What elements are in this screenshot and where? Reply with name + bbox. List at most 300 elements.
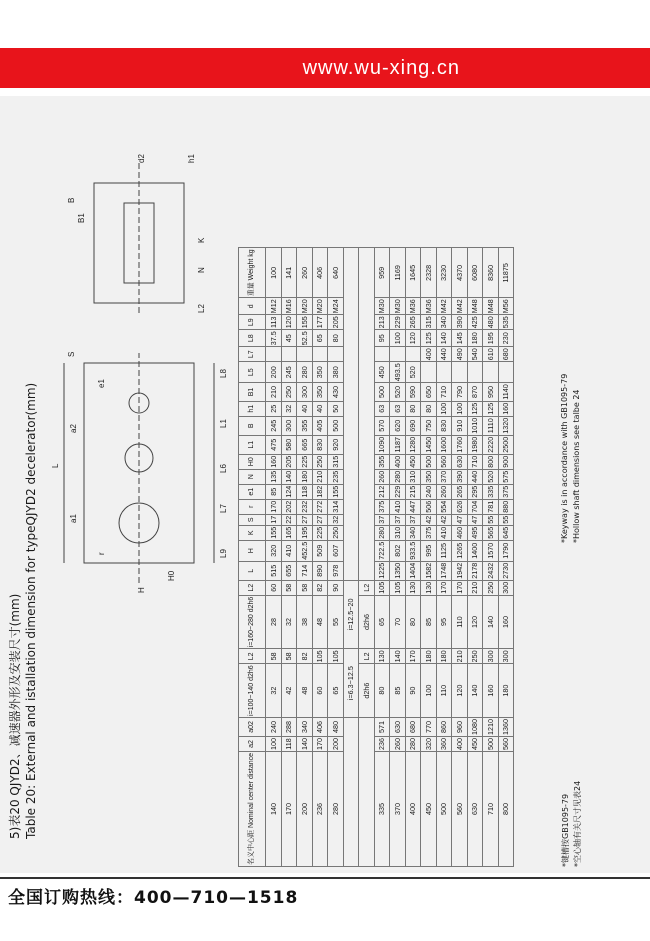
table-cell: 47: [467, 514, 483, 525]
footnote-keyway-en: *Keyway is in accordance with GB1095-79: [560, 373, 569, 543]
table-cell: 781: [483, 499, 499, 514]
dim-label: K: [197, 237, 206, 243]
table-row: [390, 248, 406, 867]
table-cell: 200: [266, 362, 282, 383]
dim-label: r: [97, 552, 106, 555]
table-cell: e1: [239, 484, 266, 499]
table-cell: 180: [421, 649, 437, 664]
table-cell: 80: [374, 664, 390, 718]
table-cell: 130: [374, 649, 390, 664]
order-hotline-bar: [0, 877, 650, 909]
table-cell: 535: [498, 315, 514, 330]
table-cell: L1: [239, 435, 266, 454]
table-cell: 1645: [405, 248, 421, 298]
table-cell: [297, 347, 313, 362]
table-cell: 300: [498, 580, 514, 595]
table-cell: 55: [328, 595, 344, 649]
table-cell: 155: [328, 484, 344, 499]
table-cell: M30: [390, 298, 406, 315]
table-cell: 170: [266, 499, 282, 514]
table-cell: 6080: [467, 248, 483, 298]
table-cell: 452.5: [297, 540, 313, 561]
table-cell: 460: [452, 525, 468, 540]
table-cell: 2730: [498, 561, 514, 580]
table-cell: 8360: [483, 248, 499, 298]
table-cell: 425: [467, 315, 483, 330]
table-cell: [343, 248, 359, 580]
table-cell: 177: [312, 315, 328, 330]
table-row: [312, 248, 328, 867]
table-cell: M12: [266, 298, 282, 315]
table-cell: 355: [297, 416, 313, 435]
table-cell: 120: [452, 664, 468, 718]
table-cell: 32: [328, 514, 344, 525]
table-cell: 124: [281, 484, 297, 499]
table-cell: 680: [498, 347, 514, 362]
table-cell: 52.5: [297, 330, 313, 347]
table-cell: M48: [467, 298, 483, 315]
dim-label: L1: [219, 419, 228, 428]
table-cell: 63: [374, 401, 390, 416]
table-cell: 170: [405, 649, 421, 664]
table-cell: 390: [452, 469, 468, 484]
table-cell: 520: [483, 469, 499, 484]
table-cell: 870: [467, 383, 483, 401]
table-cell: 950: [483, 383, 499, 401]
dim-label: L6: [219, 464, 228, 473]
table-cell: 495: [467, 525, 483, 540]
table-cell: 80: [421, 401, 437, 416]
website-url[interactable]: www.wu-xing.cn: [302, 56, 460, 79]
table-row: [467, 248, 483, 867]
table-cell: 105: [312, 649, 328, 664]
table-cell: 375: [374, 499, 390, 514]
table-cell: 70: [390, 595, 406, 649]
table-cell: 210: [266, 383, 282, 401]
table-cell: 280: [374, 525, 390, 540]
table-cell: 182: [312, 484, 328, 499]
table-cell: 22: [281, 514, 297, 525]
table-cell: L2: [239, 580, 266, 595]
table-cell: M36: [405, 298, 421, 315]
table-cell: H0: [239, 454, 266, 469]
table-cell: d2h6: [359, 664, 375, 718]
table-cell: 47: [452, 514, 468, 525]
table-cell: 210: [467, 580, 483, 595]
table-cell: 25: [266, 401, 282, 416]
table-cell: 280: [328, 751, 344, 866]
table-cell: 205: [281, 454, 297, 469]
table-cell: [421, 362, 437, 383]
table-cell: 340: [436, 315, 452, 330]
table-cell: 100: [452, 401, 468, 416]
table-cell: 37: [374, 514, 390, 525]
table-cell: 170: [452, 580, 468, 595]
table-cell: 265: [405, 315, 421, 330]
table-cell: 500: [421, 454, 437, 469]
table-cell: 280: [297, 362, 313, 383]
table-cell: [359, 717, 375, 866]
table-cell: 210: [452, 649, 468, 664]
table-cell: 100: [266, 736, 282, 751]
table-cell: 170: [436, 580, 452, 595]
table-cell: [312, 347, 328, 362]
table-cell: 125: [421, 330, 437, 347]
table-cell: 250: [328, 525, 344, 540]
table-cell: H: [239, 540, 266, 561]
table-cell: 690: [405, 416, 421, 435]
table-cell: L7: [239, 347, 266, 362]
table-cell: 375: [498, 484, 514, 499]
table-cell: 515: [266, 561, 282, 580]
table-cell: 32: [281, 401, 297, 416]
table-cell: 560: [452, 751, 468, 866]
table-cell: 232: [297, 499, 313, 514]
table-cell: 260: [436, 484, 452, 499]
rotated-content: [0, 96, 650, 873]
footnote-keyway-cn: *键槽按GB1095-79: [561, 793, 570, 867]
table-cell: 3230: [436, 248, 452, 298]
table-cell: 830: [312, 435, 328, 454]
table-cell: 95: [436, 595, 452, 649]
dim-label: N: [197, 267, 206, 273]
table-cell: 245: [266, 416, 282, 435]
table-cell: 80: [328, 330, 344, 347]
table-cell: 640: [328, 248, 344, 298]
table-title-cn: 5)表20 QJYD2、减速器外形及安装尺寸(mm): [8, 593, 22, 839]
table-cell: 300: [498, 649, 514, 664]
table-cell: 105: [374, 580, 390, 595]
table-cell: 236: [312, 751, 328, 866]
table-header-row: [239, 248, 266, 867]
dim-label: S: [67, 351, 76, 357]
table-cell: M36: [421, 298, 437, 315]
table-cell: 920: [328, 435, 344, 454]
table-cell: 65: [328, 664, 344, 718]
table-cell: 180: [297, 469, 313, 484]
table-cell: 1320: [498, 416, 514, 435]
table-cell: [483, 362, 499, 383]
table-cell: 440: [467, 469, 483, 484]
table-cell: 1360: [498, 717, 514, 736]
table-cell: 160: [266, 454, 282, 469]
table-cell: 880: [498, 499, 514, 514]
table-cell: 38: [297, 595, 313, 649]
table-cell: 722.5: [374, 540, 390, 561]
table-cell: [467, 362, 483, 383]
table-cell: 65: [312, 330, 328, 347]
table-cell: 1942: [452, 561, 468, 580]
table-cell: 1748: [436, 561, 452, 580]
table-cell: 450: [467, 736, 483, 751]
dimension-table: [238, 247, 514, 867]
table-cell: 1450: [421, 435, 437, 454]
table-cell: 630: [467, 751, 483, 866]
table-cell: 180: [467, 330, 483, 347]
dim-label: a1: [69, 514, 78, 523]
table-cell: 430: [328, 383, 344, 401]
table-cell: 1582: [421, 561, 437, 580]
table-cell: 710: [436, 383, 452, 401]
table-cell: 400: [390, 454, 406, 469]
table-cell: M20: [312, 298, 328, 315]
table-cell: [436, 362, 452, 383]
table-cell: 4370: [452, 248, 468, 298]
table-cell: 225: [297, 454, 313, 469]
table-cell: 135: [266, 469, 282, 484]
table-cell: L: [239, 561, 266, 580]
dim-label: L8: [219, 369, 228, 378]
table-cell: 575: [498, 469, 514, 484]
table-cell: M56: [498, 298, 514, 315]
table-cell: i=100~140 d2h6: [239, 664, 266, 718]
dim-label: H: [137, 587, 146, 593]
table-cell: [390, 347, 406, 362]
table-cell: 400: [421, 347, 437, 362]
table-cell: 900: [498, 454, 514, 469]
table-cell: 65: [374, 595, 390, 649]
table-cell: 230: [498, 330, 514, 347]
footnote-hollow-cn: *空心轴有关尺寸见表24: [573, 780, 582, 867]
table-cell: 650: [421, 383, 437, 401]
table-cell: 240: [266, 717, 282, 736]
table-cell: 450: [405, 454, 421, 469]
table-cell: 1210: [483, 717, 499, 736]
table-cell: 40: [312, 401, 328, 416]
table-cell: 1110: [483, 416, 499, 435]
table-cell: 63: [390, 401, 406, 416]
table-row: [452, 248, 468, 867]
table-cell: 450: [374, 362, 390, 383]
table-cell: 1600: [436, 435, 452, 454]
table-cell: M30: [374, 298, 390, 315]
dim-label: H0: [167, 570, 176, 581]
table-cell: a2: [239, 736, 266, 751]
table-cell: L8: [239, 330, 266, 347]
table-cell: L2: [239, 649, 266, 664]
table-cell: 260: [374, 469, 390, 484]
table-cell: 260: [297, 248, 313, 298]
dim-label: e1: [97, 379, 106, 388]
table-row: [498, 248, 514, 867]
table-cell: 350: [421, 469, 437, 484]
table-cell: M24: [328, 298, 344, 315]
table-cell: 170: [281, 751, 297, 866]
table-cell: 1404: [405, 561, 421, 580]
table-cell: 210: [312, 469, 328, 484]
table-cell: 45: [281, 330, 297, 347]
table-cell: M42: [436, 298, 452, 315]
table-cell: 500: [436, 751, 452, 866]
table-cell: 554: [436, 499, 452, 514]
table-cell: 1125: [436, 540, 452, 561]
table-cell: 37: [390, 514, 406, 525]
table-cell: 60: [312, 664, 328, 718]
table-cell: 272: [312, 499, 328, 514]
table-cell: 236: [374, 736, 390, 751]
table-cell: 509: [312, 540, 328, 561]
table-cell: B1: [239, 383, 266, 401]
table-cell: 85: [421, 595, 437, 649]
table-cell: 58: [281, 649, 297, 664]
table-cell: 607: [328, 540, 344, 561]
table-cell: 95: [374, 330, 390, 347]
table-cell: 140: [390, 649, 406, 664]
scanned-catalog-page: [0, 96, 650, 873]
table-cell: 55: [483, 514, 499, 525]
table-cell: 410: [436, 525, 452, 540]
table-cell: 380: [328, 362, 344, 383]
table-cell: N: [239, 469, 266, 484]
table-cell: 58: [297, 580, 313, 595]
table-row: [328, 248, 344, 867]
table-cell: 1570: [483, 540, 499, 561]
table-cell: 85: [266, 484, 282, 499]
dim-label: B: [67, 197, 76, 203]
table-cell: 202: [281, 499, 297, 514]
table-cell: 320: [266, 540, 282, 561]
dim-label: L9: [219, 549, 228, 558]
table-cell: 355: [374, 454, 390, 469]
table-cell: L2: [359, 580, 375, 595]
table-cell: 493.5: [390, 362, 406, 383]
table-cell: 27: [312, 514, 328, 525]
table-cell: 500: [328, 416, 344, 435]
table-subcols-row: [359, 248, 375, 867]
table-cell: 610: [483, 347, 499, 362]
table-cell: 480: [328, 717, 344, 736]
table-cell: 405: [312, 416, 328, 435]
table-cell: 1760: [452, 435, 468, 454]
table-cell: 310: [390, 525, 406, 540]
table-cell: d: [239, 298, 266, 315]
table-cell: 17: [266, 514, 282, 525]
table-cell: 32: [266, 664, 282, 718]
table-cell: 280: [390, 469, 406, 484]
table-cell: 212: [374, 484, 390, 499]
table-cell: d2h6: [359, 595, 375, 649]
top-banner: [0, 48, 650, 88]
table-cell: 790: [452, 383, 468, 401]
table-cell: 2500: [498, 435, 514, 454]
table-cell: 100: [436, 401, 452, 416]
table-cell: 170: [312, 736, 328, 751]
table-cell: 280: [405, 736, 421, 751]
order-hotline: 全国订购热线：400—710—1518: [8, 888, 299, 908]
table-cell: 1225: [374, 561, 390, 580]
table-cell: 1980: [467, 435, 483, 454]
table-cell: 118: [281, 736, 297, 751]
table-cell: 300: [281, 416, 297, 435]
table-cell: 565: [483, 525, 499, 540]
table-cell: M48: [483, 298, 499, 315]
table-row: [374, 248, 390, 867]
table-cell: B: [239, 416, 266, 435]
table-cell: i=12.5~20: [343, 580, 359, 649]
table-cell: 155: [297, 315, 313, 330]
table-cell: 960: [452, 717, 468, 736]
table-cell: 320: [421, 736, 437, 751]
table-cell: [498, 362, 514, 383]
table-cell: 340: [297, 717, 313, 736]
table-cell: 390: [452, 315, 468, 330]
table-cell: 440: [436, 347, 452, 362]
table-cell: 310: [405, 469, 421, 484]
table-cell: 830: [436, 416, 452, 435]
table-cell: 680: [405, 717, 421, 736]
table-cell: 475: [266, 435, 282, 454]
table-cell: 770: [421, 717, 437, 736]
table-cell: 245: [281, 362, 297, 383]
table-cell: 120: [405, 330, 421, 347]
table-cell: [359, 248, 375, 580]
table-cell: 350: [312, 362, 328, 383]
table-cell: 450: [421, 751, 437, 866]
table-cell: [452, 362, 468, 383]
table-cell: 82: [297, 649, 313, 664]
table-cell: 180: [436, 649, 452, 664]
table-cell: 37.5: [266, 330, 282, 347]
table-cell: 645: [498, 525, 514, 540]
table-cell: 860: [436, 717, 452, 736]
table-cell: 400: [405, 751, 421, 866]
table-cell: 300: [297, 383, 313, 401]
table-cell: 1140: [498, 383, 514, 401]
table-cell: 55: [498, 514, 514, 525]
dim-label: L2: [197, 304, 206, 313]
table-cell: 60: [266, 580, 282, 595]
dim-label: L7: [219, 504, 228, 513]
table-cell: 704: [467, 499, 483, 514]
table-cell: 350: [312, 383, 328, 401]
table-cell: 120: [281, 315, 297, 330]
table-cell: 1400: [467, 540, 483, 561]
table-cell: 80: [405, 595, 421, 649]
table-cell: 1090: [374, 435, 390, 454]
table-row: [281, 248, 297, 867]
table-cell: 250: [281, 383, 297, 401]
table-cell: 802: [390, 540, 406, 561]
intermediate-shaft-circle: [125, 444, 153, 472]
table-cell: 42: [281, 664, 297, 718]
table-cell: 113: [266, 315, 282, 330]
table-cell: 85: [390, 664, 406, 718]
table-cell: M16: [281, 298, 297, 315]
table-cell: 370: [390, 751, 406, 866]
table-cell: 571: [374, 717, 390, 736]
table-cell: 145: [452, 330, 468, 347]
table-cell: [374, 347, 390, 362]
table-cell: r: [239, 499, 266, 514]
table-cell: 40: [297, 401, 313, 416]
table-cell: 140: [297, 736, 313, 751]
table-cell: 540: [467, 347, 483, 362]
table-cell: 340: [405, 525, 421, 540]
table-cell: 978: [328, 561, 344, 580]
table-cell: 295: [467, 484, 483, 499]
table-cell: 2220: [483, 435, 499, 454]
table-cell: 1080: [467, 717, 483, 736]
table-cell: 590: [405, 383, 421, 401]
table-cell: 32: [281, 595, 297, 649]
table-cell: 314: [328, 499, 344, 514]
table-cell: 560: [436, 454, 452, 469]
table-cell: 1350: [390, 561, 406, 580]
table-cell: 315: [328, 454, 344, 469]
table-cell: 315: [421, 315, 437, 330]
table-cell: 200: [297, 751, 313, 866]
dim-label: d2: [137, 154, 146, 163]
